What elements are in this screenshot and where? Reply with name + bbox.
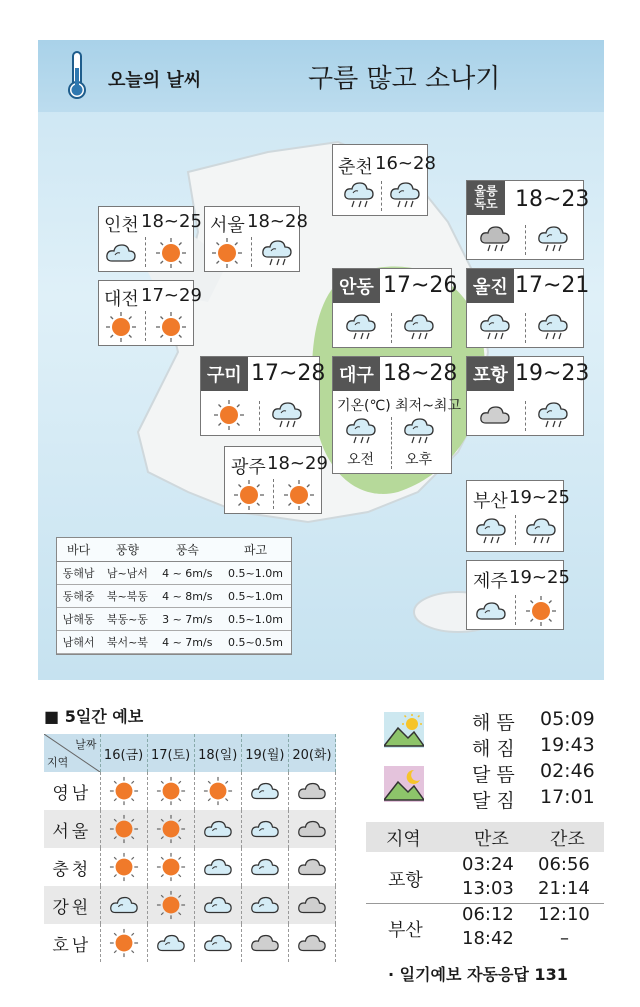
tide-high: 13:03 xyxy=(462,878,514,899)
sun-icon xyxy=(109,776,139,806)
tide-low: 06:56 xyxy=(538,854,590,875)
tide-low: 12:10 xyxy=(538,904,590,925)
city-tag: 구미 xyxy=(201,357,248,391)
sunrise-mountain-icon xyxy=(384,712,424,748)
gray-cloud-icon xyxy=(297,928,327,958)
forecast-region: 호남 xyxy=(44,924,100,962)
tide-high: 03:24 xyxy=(462,854,514,875)
city-card-busan xyxy=(466,480,570,552)
tide-high: 18:42 xyxy=(462,928,514,949)
city-tag: 대구 xyxy=(333,357,380,391)
cloud-icon xyxy=(156,928,186,958)
city-tag: 울릉 독도 xyxy=(467,181,505,215)
gray-cloud-icon xyxy=(297,814,327,844)
forecast-cell xyxy=(147,810,194,848)
sun-icon xyxy=(156,814,186,844)
astro-time: 02:46 xyxy=(540,760,595,782)
forecast-cell xyxy=(147,772,194,810)
forecast-cell xyxy=(194,810,241,848)
tide-low: 21:14 xyxy=(538,878,590,899)
sun-icon xyxy=(109,852,139,882)
sea-cell: 남~남서 xyxy=(100,562,154,585)
forecast-cell xyxy=(241,924,288,962)
city-temp: 18~23 xyxy=(515,187,590,212)
sun-icon xyxy=(211,237,243,269)
cloud-icon xyxy=(250,776,280,806)
sea-cell: 북동~동 xyxy=(100,608,154,631)
sea-cell: 북~북동 xyxy=(100,585,154,608)
city-name: 춘천 xyxy=(338,157,373,178)
am-label: 오전 xyxy=(347,452,375,468)
forecast-cell xyxy=(241,772,288,810)
tide-high: 06:12 xyxy=(462,904,514,925)
city-card-gwangju xyxy=(224,446,328,514)
pm-label: 오후 xyxy=(405,452,433,468)
forecast-region: 강원 xyxy=(44,886,100,924)
sea-header: 파고 xyxy=(220,538,291,562)
table-row xyxy=(57,585,291,608)
city-tag: 울진 xyxy=(467,269,514,303)
cloud-rain-icon xyxy=(261,237,293,269)
city-temp: 17~29 xyxy=(141,285,202,306)
sea-cell: 4 ~ 8m/s xyxy=(155,585,220,608)
thermometer-icon xyxy=(66,50,88,100)
cloud-rain-icon xyxy=(537,399,569,431)
cloud-icon xyxy=(109,890,139,920)
sea-cell: 동해남 xyxy=(57,562,100,585)
forecast-day: 16(금) xyxy=(100,734,147,772)
sea-cell: 0.5~1.0m xyxy=(220,608,291,631)
astro-time: 17:01 xyxy=(540,786,595,808)
cloud-rain-icon xyxy=(537,311,569,343)
tide-header-region: 지역 xyxy=(386,829,421,850)
forecast-region: 서울 xyxy=(44,810,100,848)
dark-cloud-rain-icon xyxy=(479,223,511,255)
sea-cell: 0.5~0.5m xyxy=(220,631,291,654)
city-card-gumi xyxy=(200,356,326,436)
sun-icon xyxy=(109,814,139,844)
table-row xyxy=(44,924,336,962)
city-name: 부산 xyxy=(473,491,508,512)
gray-cloud-icon xyxy=(250,928,280,958)
sea-cell: 4 ~ 7m/s xyxy=(155,631,220,654)
city-temp: 19~25 xyxy=(509,487,570,508)
forecast-cell xyxy=(100,810,147,848)
city-card-seoul xyxy=(204,206,308,272)
sun-icon xyxy=(203,776,233,806)
table-row xyxy=(44,848,336,886)
forecast-cell xyxy=(288,810,335,848)
sea-header: 바다 xyxy=(57,538,100,562)
sun-icon xyxy=(105,311,137,343)
city-temp: 18~28 xyxy=(247,211,308,232)
forecast-title: ■ 5일간 예보 xyxy=(44,707,144,726)
cloud-icon xyxy=(203,928,233,958)
tide-place: 부산 xyxy=(388,920,423,941)
forecast-region: 영남 xyxy=(44,772,100,810)
forecast-cell xyxy=(194,886,241,924)
forecast-day: 17(토) xyxy=(147,734,194,772)
forecast-cell xyxy=(288,772,335,810)
cloud-rain-icon xyxy=(345,415,377,447)
cloud-icon xyxy=(203,890,233,920)
forecast-cell xyxy=(194,772,241,810)
city-card-incheon xyxy=(98,206,202,272)
corner-date-label: 날짜 xyxy=(75,738,97,751)
weather-map-panel xyxy=(38,40,604,680)
gray-cloud-icon xyxy=(297,852,327,882)
city-card-andong xyxy=(332,268,458,348)
sea-cell: 4 ~ 6m/s xyxy=(155,562,220,585)
sea-cell: 남해서 xyxy=(57,631,100,654)
city-card-uljin xyxy=(466,268,590,348)
cloud-icon xyxy=(250,814,280,844)
forecast-cell xyxy=(241,848,288,886)
forecast-day: 19(월) xyxy=(241,734,288,772)
sun-icon xyxy=(155,237,187,269)
table-row xyxy=(44,772,336,810)
city-name: 제주 xyxy=(473,571,508,592)
table-row xyxy=(57,608,291,631)
tide-header xyxy=(366,822,604,852)
sun-icon xyxy=(213,399,245,431)
city-name: 대전 xyxy=(104,289,139,310)
forecast-cell xyxy=(241,886,288,924)
sea-cell: 동해중 xyxy=(57,585,100,608)
city-name: 광주 xyxy=(231,457,266,478)
city-temp: 18~29 xyxy=(267,453,328,474)
forecast-cell xyxy=(147,924,194,962)
tide-header-low: 간조 xyxy=(550,829,585,850)
table-row xyxy=(57,631,291,654)
sun-icon xyxy=(233,479,265,511)
forecast-corner xyxy=(44,734,100,772)
cloud-rain-icon xyxy=(403,415,435,447)
corner-region-label: 지역 xyxy=(47,756,69,769)
gray-cloud-icon xyxy=(297,890,327,920)
table-row xyxy=(57,562,291,585)
cloud-rain-icon xyxy=(271,399,303,431)
forecast-cell xyxy=(241,810,288,848)
cloud-rain-icon xyxy=(345,311,377,343)
sun-icon xyxy=(156,776,186,806)
city-card-daejeon xyxy=(98,280,202,346)
city-temp: 19~23 xyxy=(515,361,590,386)
moonrise-mountain-icon xyxy=(384,766,424,802)
sun-icon xyxy=(525,595,557,627)
tide-place: 포항 xyxy=(388,870,423,891)
city-tag: 안동 xyxy=(333,269,380,303)
city-temp: 19~25 xyxy=(509,567,570,588)
forecast-cell xyxy=(100,886,147,924)
forecast-cell xyxy=(194,848,241,886)
city-card-jeju xyxy=(466,560,570,630)
city-temp: 18~28 xyxy=(383,361,458,386)
forecast-cell xyxy=(288,924,335,962)
footer-note: · 일기예보 자동응답 131 xyxy=(388,965,568,984)
city-card-pohang xyxy=(466,356,590,436)
table-row xyxy=(44,810,336,848)
dark-cloud-icon xyxy=(479,399,511,431)
astro-label: 해 뜸 xyxy=(472,712,515,734)
cloud-rain-icon xyxy=(537,223,569,255)
city-temp: 16~28 xyxy=(375,153,436,174)
sea-cell: 0.5~1.0m xyxy=(220,585,291,608)
cloud-icon xyxy=(250,890,280,920)
astro-label: 달 뜸 xyxy=(472,764,515,786)
forecast-cell xyxy=(194,924,241,962)
forecast-cell xyxy=(147,848,194,886)
forecast-cell xyxy=(288,886,335,924)
city-name: 서울 xyxy=(210,215,245,236)
city-card-chuncheon xyxy=(332,144,436,216)
cloud-rain-icon xyxy=(343,179,375,211)
temp-legend: 기온(℃) 최저~최고 xyxy=(337,398,461,414)
cloud-icon xyxy=(203,814,233,844)
city-card-daegu xyxy=(332,356,461,474)
city-temp: 17~21 xyxy=(515,273,590,298)
astro-time: 05:09 xyxy=(540,708,595,730)
forecast-cell xyxy=(100,848,147,886)
forecast-day: 20(화) xyxy=(288,734,335,772)
sea-header: 풍향 xyxy=(100,538,154,562)
sea-header: 풍속 xyxy=(155,538,220,562)
sun-icon xyxy=(155,311,187,343)
cloud-rain-icon xyxy=(525,515,557,547)
header-title: 오늘의 날씨 xyxy=(108,70,202,91)
sun-icon xyxy=(156,890,186,920)
tide-low: – xyxy=(560,928,569,949)
astro-label: 달 짐 xyxy=(472,790,515,812)
forecast-region: 충청 xyxy=(44,848,100,886)
sun-icon xyxy=(156,852,186,882)
sea-cell: 0.5~1.0m xyxy=(220,562,291,585)
city-temp: 17~28 xyxy=(251,361,326,386)
cloud-icon xyxy=(105,237,137,269)
forecast-day: 18(일) xyxy=(194,734,241,772)
city-card-ulleung xyxy=(466,180,590,260)
city-temp: 18~25 xyxy=(141,211,202,232)
sea-cell: 북서~북 xyxy=(100,631,154,654)
forecast-cell xyxy=(100,772,147,810)
header-summary: 구름 많고 소나기 xyxy=(308,64,501,94)
gray-cloud-icon xyxy=(297,776,327,806)
cloud-icon xyxy=(203,852,233,882)
forecast-table xyxy=(44,734,336,962)
forecast-cell xyxy=(288,848,335,886)
city-tag: 포항 xyxy=(467,357,514,391)
cloud-icon xyxy=(250,852,280,882)
city-temp: 17~26 xyxy=(383,273,458,298)
sun-icon xyxy=(109,928,139,958)
header-bar xyxy=(38,40,604,112)
cloud-rain-icon xyxy=(479,311,511,343)
sea-cell: 3 ~ 7m/s xyxy=(155,608,220,631)
cloud-rain-icon xyxy=(403,311,435,343)
astro-time: 19:43 xyxy=(540,734,595,756)
cloud-rain-icon xyxy=(475,515,507,547)
tide-header-high: 만조 xyxy=(474,829,509,850)
sun-icon xyxy=(283,479,315,511)
sea-cell: 남해동 xyxy=(57,608,100,631)
city-name: 인천 xyxy=(104,215,139,236)
forecast-cell xyxy=(100,924,147,962)
forecast-cell xyxy=(147,886,194,924)
sea-conditions-table xyxy=(56,537,292,655)
astro-label: 해 짐 xyxy=(472,738,515,760)
table-row xyxy=(44,886,336,924)
cloud-icon xyxy=(475,595,507,627)
cloud-rain-icon xyxy=(389,179,421,211)
